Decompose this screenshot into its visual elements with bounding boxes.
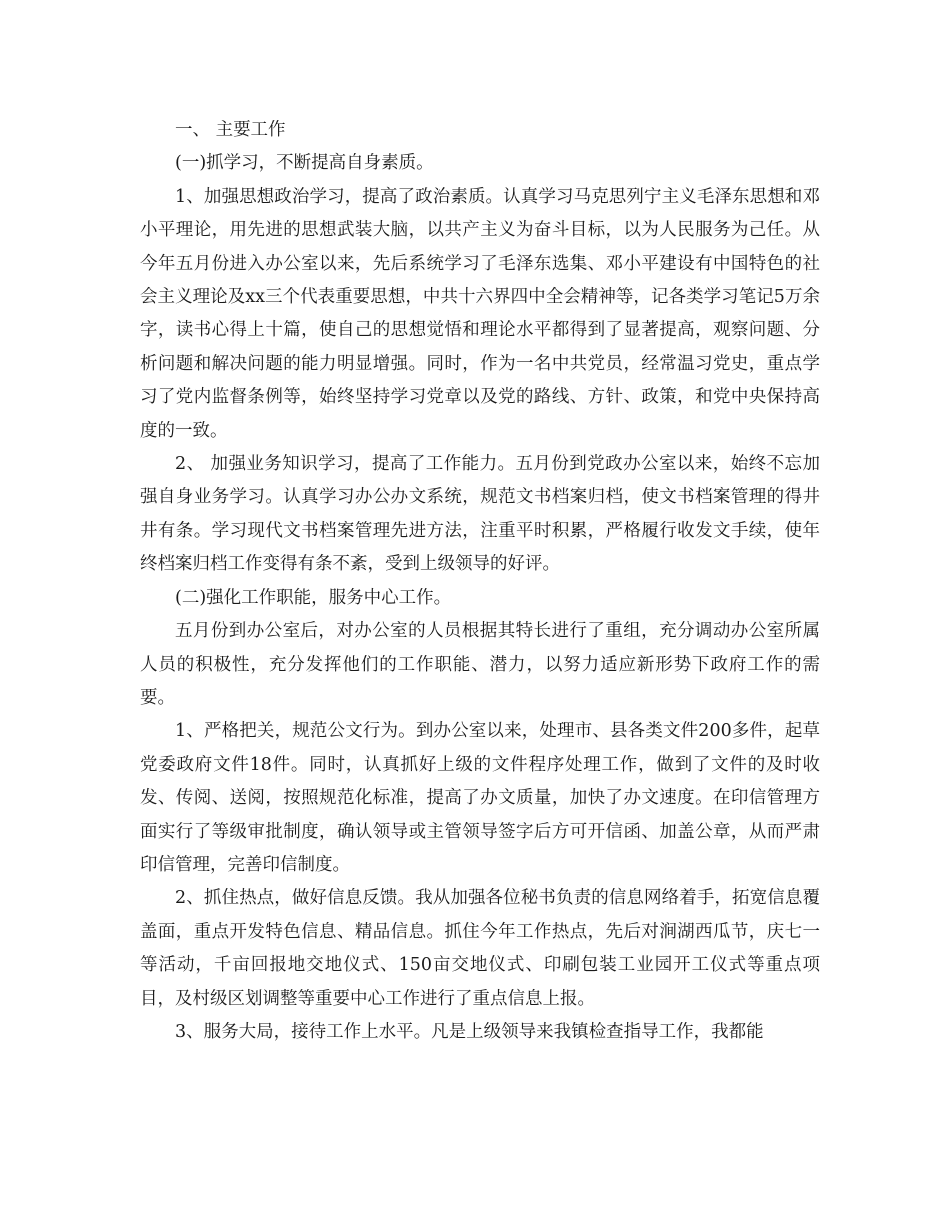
paragraph-political-study: 1、加强思想政治学习，提高了政治素质。认真学习马克思列宁主义毛泽东思想和邓小平理论，用先进的思想武装大脑，以共产主义为奋斗目标，以为人民服务为己任。从今年五月份进入办公室以来，先后系统学习了毛泽东选集、邓小平建设有中国特色的社会主义理论及xx三个代表重要思想，中共十六界四中全会精神等，记各类学习笔记5万余字，读书心得上十篇，使自己的思想觉悟和理论水平都得到了显著提高，观察问题、分析问题和解决问题的能力明显增强。同时，作为一名中共党员，经常温习党史，重点学习了党内监督条例等，始终坚持学习党章以及党的路线、方针、政策，和党中央保持高度的一致。 xyxy=(140,186,820,441)
subsection-heading-study: (一)抓学习，不断提高自身素质。 xyxy=(175,153,434,174)
paragraph-reception-work: 3、服务大局，接待工作上水平。凡是上级领导来我镇检查指导工作，我都能 xyxy=(175,1021,764,1042)
document-body xyxy=(140,114,820,1049)
subsection-heading-work-function: (二)强化工作职能，服务中心工作。 xyxy=(175,587,452,608)
section-heading-main-work: 一、 主要工作 xyxy=(175,120,286,140)
paragraph-document-handling: 1、严格把关，规范公文行为。到办公室以来，处理市、县各类文件200多件，起草党委政府文件18件。同时，认真抓好上级的文件程序处理工作，做到了文件的及时收发、传阅、送阅，按照规范化标准，提高了办文质量，加快了办文速度。在印信管理方面实行了等级审批制度，确认领导或主管领导签字后方可开信函、加盖公章，从而严肃印信管理，完善印信制度。 xyxy=(140,721,820,875)
paragraph-business-study: 2、 加强业务知识学习，提高了工作能力。五月份到党政办公室以来，始终不忘加强自身业务学习。认真学习办公办文系统，规范文书档案归档，使文书档案管理的得井井有条。学习现代文书档案管理先进方法，注重平时积累，严格履行收发文手续，使年终档案归档工作变得有条不紊，受到上级领导的好评。 xyxy=(140,454,820,575)
paragraph-office-reorganization: 五月份到办公室后，对办公室的人员根据其特长进行了重组，充分调动办公室所属人员的积极性，充分发挥他们的工作职能、潜力，以努力适应新形势下政府工作的需要。 xyxy=(140,621,820,708)
paragraph-information-feedback: 2、抓住热点，做好信息反馈。我从加强各位秘书负责的信息网络着手，拓宽信息覆盖面，重点开发特色信息、精品信息。抓住今年工作热点，先后对涧湖西瓜节，庆七一等活动，千亩回报地交地仪式、150亩交地仪式、印刷包装工业园开工仪式等重点项目，及村级区划调整等重要中心工作进行了重点信息上报。 xyxy=(140,888,820,1009)
